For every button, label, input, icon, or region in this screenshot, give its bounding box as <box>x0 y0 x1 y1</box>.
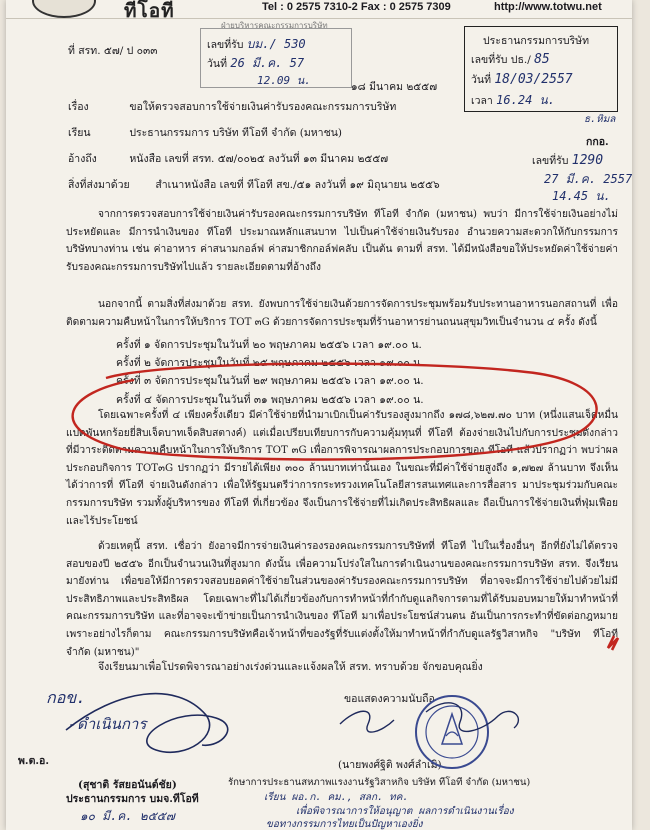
document-page <box>6 0 632 830</box>
enclosure-label: สิ่งที่ส่งมาด้วย <box>68 179 130 191</box>
stamp-right-time-label: เวลา <box>471 95 493 107</box>
handwritten-note-2: ขอทางกรรมการไทยเป็นปัญหาเองยิ่ง <box>266 819 423 830</box>
body-paragraph-1: จากการตรวจสอบการใช้จ่ายเงินค่ารับรองคณะกรรมการบริษัท ทีโอที จำกัด (มหาชน) พบว่า มีการใช้จ่ายเงินอย่างไม่ประหยัดและ มีการนำเงินของ ทีโอที ประมาณหลักแสนบาท ไปเป็นค่าใช้จ่ายเงินรับรอง อำนวยความสะดวกให้กับกรรมการบริษัทบางท่าน เช่น ค่าอาหาร ค่าสนามกอล์ฟ ค่าสมาชิกกอล์ฟคลับ เป็นต้น ตามที่ สรท. ได้มีหนังสือขอให้ประหยัดค่าใช้จ่ายค่ารับรองคณะกรรมการบริษัทไปแล้ว รายละเอียดตามที่อ้างถึง <box>66 209 618 273</box>
stamp-right-no-label: เลขที่รับ <box>471 54 508 66</box>
stamp-right-time-value: 16.24 น. <box>496 93 555 107</box>
signed-date-left: ๑๐ มี.ค. ๒๕๕๗ <box>80 809 175 823</box>
top-note: ฝ่ายบริหารคณะกรรมการบริษัท <box>221 21 328 30</box>
letter-ref-no: ที่ สรท. ๕๗/ ป ๐๓๓ <box>68 45 158 57</box>
letter-date: ๑๘ มีนาคม ๒๕๕๗ <box>351 81 438 93</box>
to-text: ประธานกรรมการ บริษัท ทีโอที จำกัด (มหาชน) <box>129 127 342 139</box>
rank-label: พ.ต.อ. <box>18 755 50 767</box>
signer-name-right: (นายพงศ์ฐิติ พงศ์ลำเมิ) <box>338 759 442 771</box>
stamp-right-date-value: 18/03/2557 <box>494 72 573 87</box>
body-paragraph-4: ด้วยเหตุนี้ สรท. เชื่อว่า ยังอาจมีการจ่ายเงินค่ารองรองคณะกรรมการบริษัทที่ ทีโอที ไปในเรื่องอื่นๆ อีกที่ยังไม่ได้ตรวจสอบของปี ๒๕๕๖ อีกเป็นจำนวนเงินที่สูงมาก ดังนั้น เพื่อความโปร่งใสในการดำเนินงานของคณะกรรมการบริษัท สรท. จึงเรียนมายังท่าน เพื่อขอให้มีการตรวจสอบยอดค่าใช้จ่ายในส่วนของค่ารับรองคณะกรรมการบริษัท ที่อาจจะมีการใช้จ่ายไปด้วยไม่มีประสิทธิภาพและประสิทธิผล โดยเฉพาะที่ไม่ได้เกี่ยวข้องกับการทำหน้าที่กำกับดูแลกิจการตามที่ได้รับมอบหมายให้มาทำหน้าที่คณะกรรมการบริษัท และที่อาจจะเข้าข่ายเป็นการนำเงินของ ทีโอที มาเพื่อประโยชน์ส่วนตน อันเป็นการกระทำที่ขัดต่อกฎหมาย เพราะอย่างไรก็ตาม คณะกรรมการบริษัทคือเจ้าหน้าที่ของรัฐที่รับแต่งตั้งให้มาทำหน้าที่กำกับดูแลรัฐวิสาหกิจ "บริษัท ทีโอที จำกัด (มหาชน)" <box>66 541 618 658</box>
letterhead-contact: Tel : 0 2575 7310-2 Fax : 0 2575 7309 <box>262 1 451 13</box>
stamp-left-no-label: เลขที่รับ <box>207 39 244 51</box>
stamp-left-no-value: บม./ 530 <box>246 37 306 51</box>
stamp-right-no-prefix: ปธ./ <box>510 54 531 66</box>
meeting-item: ครั้งที่ ๒ จัดการประชุมในวันที่ ๒๕ พฤษภาคม ๒๕๕๖ เวลา ๑๙.๐๐ น. <box>116 357 424 369</box>
closing-line: จึงเรียนมาเพื่อโปรดพิจารณาอย่างเร่งด่วนและแจ้งผลให้ สรท. ทราบด้วย จักขอบคุณยิ่ง <box>98 661 483 673</box>
handwritten-directive: -ดำเนินการ <box>68 715 147 733</box>
stamp-third-org: กกอ. <box>586 136 609 148</box>
stamp-right-date-label: วันที่ <box>471 74 491 86</box>
stamp-third-no-value: 1290 <box>571 153 604 168</box>
signer-name-left: (สุชาติ รัสยอนันต์ชัย) <box>78 779 177 791</box>
letterhead-brand: ทีโอที <box>124 0 175 22</box>
signer-title-right: รักษาการประธานสหภาพแรงงานรัฐวิสาหกิจ บริษัท ทีโอที จำกัด (มหาชน) <box>228 777 531 788</box>
regards-text: ขอแสดงความนับถือ <box>344 693 435 705</box>
ref-label: อ้างถึง <box>68 153 97 165</box>
handwritten-cc: เรียน ผอ.ก. คม., สลก. ทค. <box>264 792 409 803</box>
to-label: เรียน <box>68 127 91 139</box>
red-mark <box>608 636 618 650</box>
stamp-right-no-value: 85 <box>534 52 550 67</box>
stamp-left-date-label: วันที่ <box>207 58 227 70</box>
annotation-layer <box>6 0 632 830</box>
enclosure-text: สำเนาหนังสือ เลขที่ ทีโอที สข./๕๑ ลงวันที่ ๑๙ มิถุนายน ๒๕๕๖ <box>155 179 440 191</box>
stamp-third-date: 27 มี.ค. 2557 <box>544 172 632 186</box>
signer-title-left: ประธานกรรมการ บมจ.ทีโอที <box>66 793 199 805</box>
handwritten-note-1: เพื่อพิจารณาการให้อนุญาต ผลการดำเนินงานเรื่อง <box>296 806 514 817</box>
body-paragraph-2: นอกจากนี้ ตามสิ่งที่ส่งมาด้วย สรท. ยังพบการใช้จ่ายเงินด้วยการจัดการประชุมพร้อมรับประทานอาหารนอกสถานที่ เพื่อติดตามความคืบหน้าในการให้บริการ TOT ๓G ด้วยการจัดการประชุมที่ร้านอาหารย่านถนนสุขุมวิทเป็นจำนวน ๔ ครั้ง ดังนี้ <box>66 299 618 328</box>
signature-left-scribble <box>66 694 228 753</box>
meeting-item: ครั้งที่ ๔ จัดการประชุมในวันที่ ๓๑ พฤษภาคม ๒๕๕๖ เวลา ๑๙.๐๐ น. <box>116 394 424 406</box>
signature-right-scribble-2 <box>426 703 518 732</box>
meeting-item: ครั้งที่ ๑ จัดการประชุมในวันที่ ๒๐ พฤษภาคม ๒๕๕๖ เวลา ๑๙.๐๐ น. <box>116 339 422 351</box>
subject-text: ขอให้ตรวจสอบการใช้จ่ายเงินค่ารับรองคณะกรรมการบริษัท <box>129 101 397 113</box>
handwritten-top-left: กอข. <box>46 688 86 707</box>
meeting-item: ครั้งที่ ๓ จัดการประชุมในวันที่ ๒๙ พฤษภาคม ๒๕๕๖ เวลา ๑๙.๐๐ น. <box>116 375 424 387</box>
stamp-third-no-label: เลขที่รับ <box>532 155 569 167</box>
stamp-right-title: ประธานกรรมการบริษัท <box>483 35 590 47</box>
stamp-left-date-value: 26 มี.ค. 57 <box>230 56 305 70</box>
stamp-left-time-value: 12.09 น. <box>257 74 311 87</box>
red-highlight-circle <box>73 364 597 460</box>
subject-label: เรื่อง <box>68 101 89 113</box>
handwritten-initials-right: ธ.หิมล <box>584 114 616 125</box>
letterhead-url: http://www.totwu.net <box>494 1 602 13</box>
ref-text: หนังสือ เลขที่ สรท. ๕๗/๐๐๒๕ ลงวันที่ ๑๓ มีนาคม ๒๕๕๗ <box>129 153 389 165</box>
stamp-third-time: 14.45 น. <box>552 189 611 203</box>
body-paragraph-3: โดยเฉพาะครั้งที่ ๔ เพียงครั้งเดียว มีค่าใช้จ่ายที่นำมาเบิกเป็นค่ารับรองสูงมากถึง ๑๗๘,๖๒๗.๗๐ บาท (หนึ่งแสนเจ็ดหมื่นแปดพันหกร้อยยี่สิบเจ็ดบาทเจ็ดสิบสตางค์) แต่เมื่อเปรียบเทียบการกับความคุ้มทุนที่ ทีโอที ต้องจ่ายเงินไปกับการประชุมดังกล่าว ที่มีวาระติดตามความคืบหน้าในการให้บริการ TOT ๓G เพื่อการพิจารณาผลการประกอบการของ ทีโอที แล้วปรากฏว่า พบว่าผลประกอบกิจการ TOT๓G ปรากฏว่า มีรายได้เพียง ๓๐๐ ล้านบาทเท่านั้นเอง ในขณะที่มีค่าใช้จ่ายสูงถึง ๑,๗๒๗ ล้านบาท จึงเห็นได้ว่าการที่ ทีโอที จ่ายเงินดังกล่าว เพื่อให้รัฐมนตรีว่าการกระทรวงเทคโนโลยีสารสนเทศและการสื่อสาร มาประชุมร่วมกับคณะกรรมการบริษัท รวมทั้งผู้บริหารของ ทีโอที ที่เกี่ยวข้อง จึงเป็นการใช้จ่ายที่ไม่เกิดประสิทธิผลและ ถือเป็นการใช้จ่ายเงินที่ฟุ่มเฟือยและไร้ประโยชน์ <box>66 410 618 527</box>
signature-right-scribble-1 <box>340 711 394 732</box>
